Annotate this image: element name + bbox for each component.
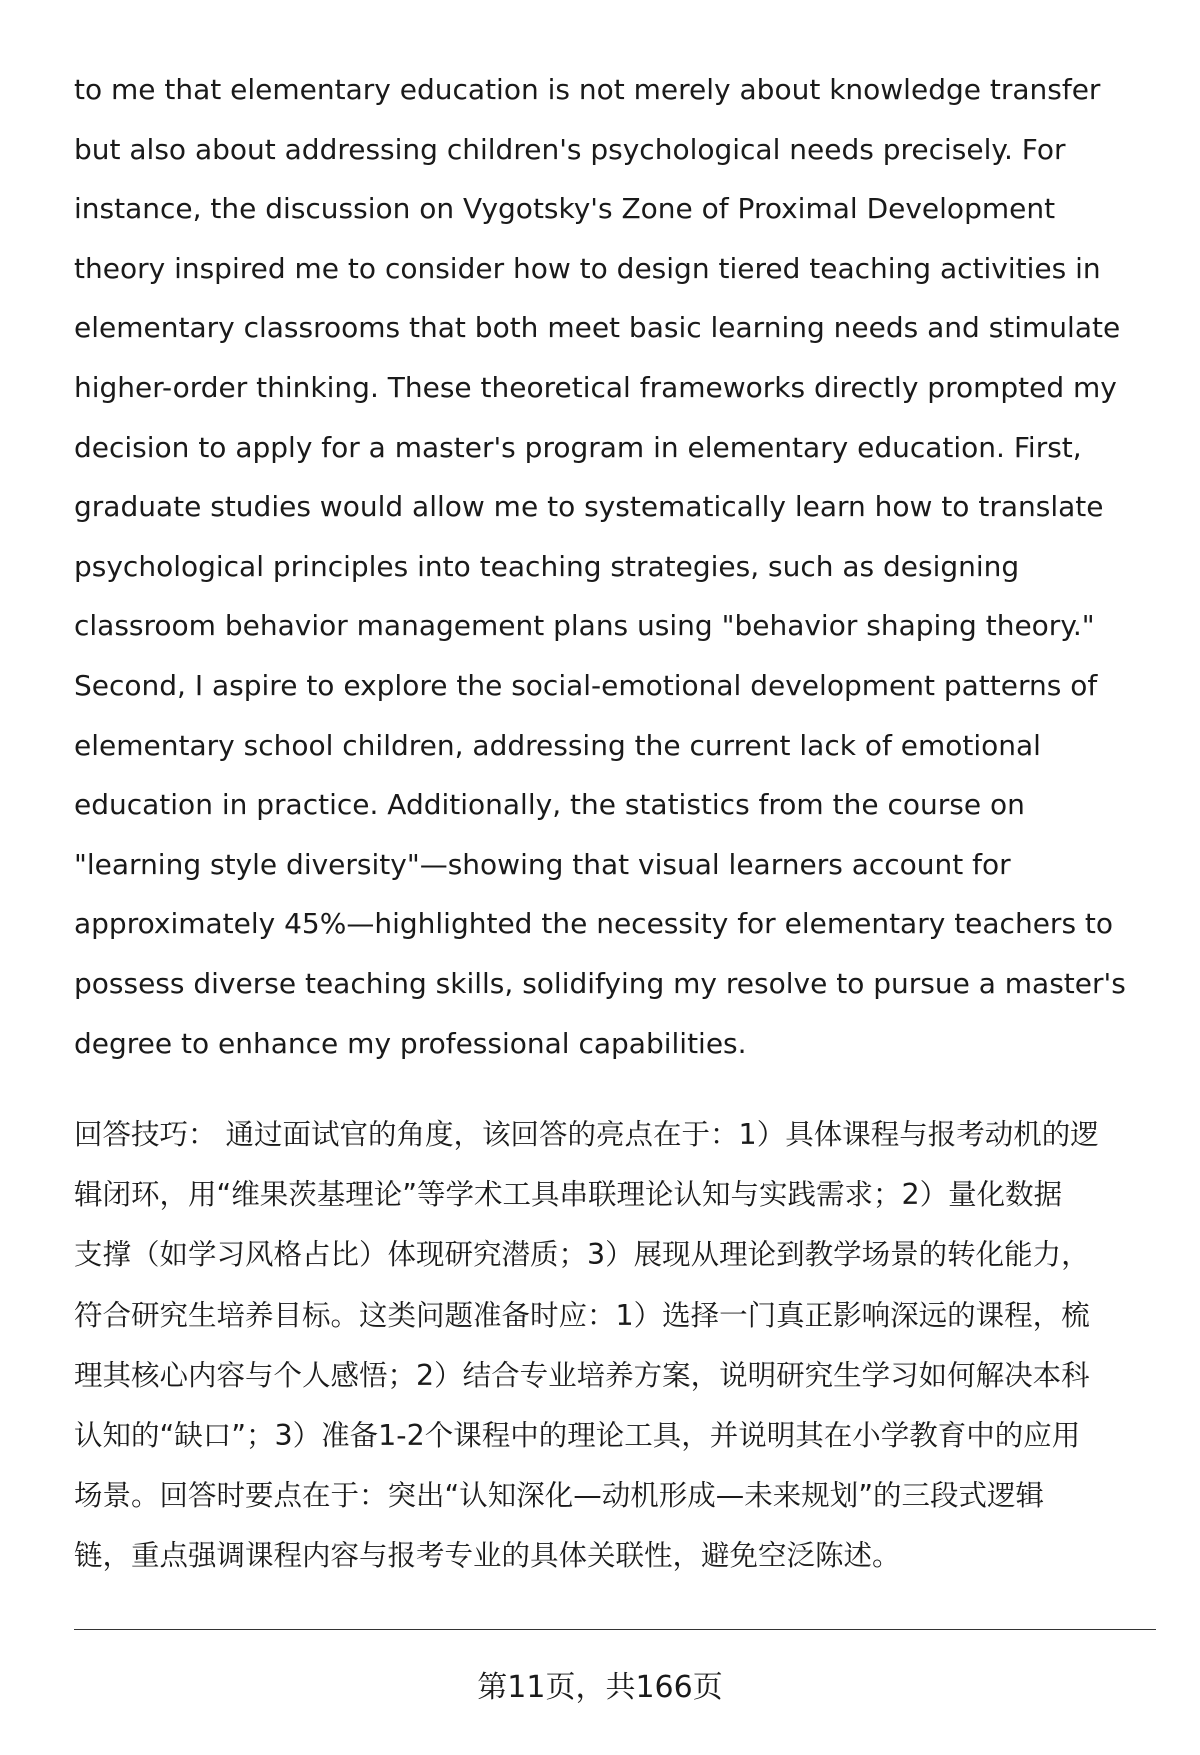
text-line: decision to apply for a master's program in elementary education. First,: [74, 430, 1082, 464]
text-line: but also about addressing children's psychological needs precisely. For: [74, 132, 1066, 166]
text-line: elementary classrooms that both meet basic learning needs and stimulate: [74, 311, 1121, 345]
text-line: 理其核心内容与个人感悟；2）结合专业培养方案，说明研究生学习如何解决本科: [74, 1358, 1090, 1392]
text-line: 链，重点强调课程内容与报考专业的具体关联性，避免空泛陈述。: [74, 1539, 901, 1573]
text-line: 场景。回答时要点在于：突出“认知深化—动机形成—未来规划”的三段式逻辑: [74, 1479, 1045, 1513]
text-line: 辑闭环，用“维果茨基理论”等学术工具串联理论认知与实践需求；2）量化数据: [74, 1178, 1063, 1212]
text-line: theory inspired me to consider how to design tiered teaching activities in: [74, 251, 1101, 285]
text-line: Second, I aspire to explore the social-emotional development patterns of: [74, 668, 1098, 702]
text-line: elementary school children, addressing the current lack of emotional: [74, 728, 1041, 762]
text-line: approximately 45%—highlighted the necessity for elementary teachers to: [74, 907, 1114, 941]
answer-tips-paragraph: [74, 1105, 1164, 1587]
footer-divider: [74, 1629, 1156, 1630]
text-line: degree to enhance my professional capabilities.: [74, 1026, 747, 1060]
text-line: classroom behavior management plans using "behavior shaping theory.": [74, 609, 1095, 643]
text-line: instance, the discussion on Vygotsky's Zone of Proximal Development: [74, 192, 1056, 226]
text-line: 符合研究生培养目标。这类问题准备时应：1）选择一门真正影响深远的课程，梳: [74, 1298, 1090, 1332]
text-line: to me that elementary education is not merely about knowledge transfer: [74, 73, 1101, 106]
text-line: graduate studies would allow me to systematically learn how to translate: [74, 490, 1104, 524]
text-line: 认知的“缺口”；3）准备1-2个课程中的理论工具，并说明其在小学教育中的应用: [74, 1418, 1081, 1452]
text-line: "learning style diversity"—showing that visual learners account for: [74, 847, 1011, 881]
text-line: psychological principles into teaching strategies, such as designing: [74, 549, 1020, 583]
english-paragraph: [74, 60, 1164, 1073]
text-line: higher-order thinking. These theoretical frameworks directly prompted my: [74, 370, 1117, 404]
text-line: possess diverse teaching skills, solidifying my resolve to pursue a master's: [74, 966, 1126, 1000]
text-line: 回答技巧： 通过面试官的角度，该回答的亮点在于：1）具体课程与报考动机的逻: [74, 1118, 1099, 1151]
text-line: 支撑（如学习风格占比）体现研究潜质；3）展现从理论到教学场景的转化能力，: [74, 1238, 1090, 1272]
page-number: 第11页，共166页: [477, 1670, 723, 1705]
text-line: education in practice. Additionally, the statistics from the course on: [74, 788, 1025, 822]
